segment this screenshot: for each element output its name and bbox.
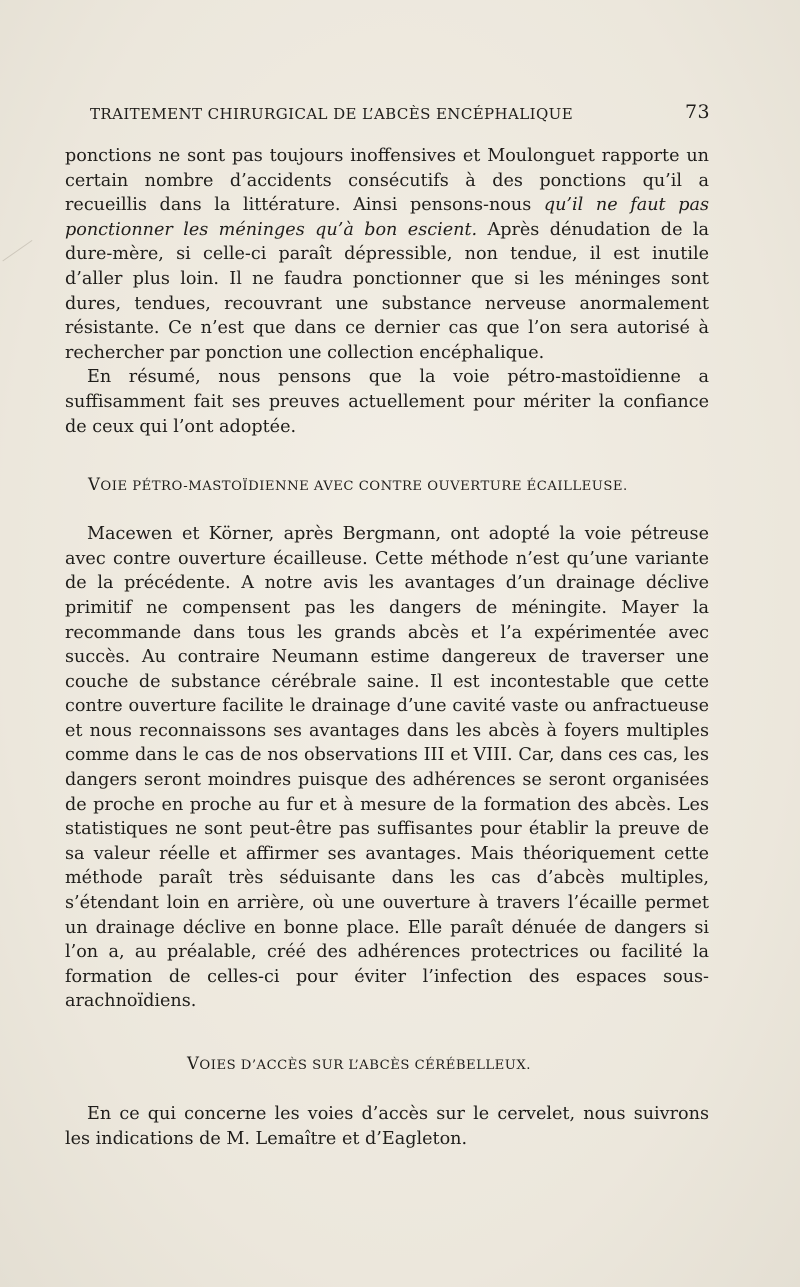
section-heading-cerebellar (65, 1054, 709, 1073)
running-header (90, 101, 710, 131)
emphasis-text: qu’il ne faut pas ponctionner les méninges qu’à bon escient. (65, 195, 709, 240)
running-title: TRAITEMENT CHIRURGICAL DE L’ABCÈS ENCÉPHALIQUE (90, 105, 574, 123)
heading-initial: V (88, 475, 101, 495)
heading-text: OIES D’ACCÈS SUR L’ABCÈS CÉRÉBELLEUX. (199, 1058, 531, 1073)
paragraph-text: ponctions ne sont pas toujours inoffensives et Moulonguet rapporte un certain nombre d’accidents consécutifs à des ponctions qu’il a recueillis dans la littérature. Ainsi pensons-nous (65, 146, 709, 216)
paper-mark (2, 240, 33, 263)
paragraph-cerebellum: En ce qui concerne les voies d’accès sur le cervelet, nous suivrons les indications de M. Lemaître et d’Eagleton. (65, 1104, 709, 1149)
page-body (65, 144, 709, 1151)
paragraph-macewen: Macewen et Körner, après Bergmann, ont adopté la voie pétreuse avec contre ouverture écailleuse. Cette méthode n’est qu’une variante de la précédente. A notre avis les avantages d’un drainage déclive primitif ne compensent pas les dangers de méningite. Mayer la recommande dans tous les grands abcès et l’a expérimentée avec succès. Au contraire Neumann estime dangereux de traverser une couche de substance cérébrale saine. Il est incontestable que cette contre ouverture facilite le drainage d’une cavité vaste ou anfractueuse et nous reconnaissons ses avantages dans les abcès à foyers multiples comme dans le cas de nos observations III et VIII. Car, dans ces cas, les dangers seront moindres puisque des adhérences se seront organisées de proche en proche au fur et à mesure de la formation des abcès. Les statistiques ne sont peut-être pas suffisantes pour établir la preuve de sa valeur réelle et affirmer ses avantages. Mais théoriquement cette méthode paraît très séduisante dans les cas d’abcès multiples, s’étendant loin en arrière, où une ouverture à travers l’écaille permet un drainage déclive en bonne place. Elle paraît dénuée de dangers si l’on a, au préalable, créé des adhérences protectrices ou facilité la formation de celles-ci pour éviter l’infection des espaces sous-arachnoïdiens. (65, 524, 709, 1012)
paragraph-punctures (65, 144, 709, 365)
page-number: 73 (685, 101, 710, 123)
heading-initial: V (187, 1054, 200, 1073)
paragraph-summary: En résumé, nous pensons que la voie pétro-mastoïdienne a suffisamment fait ses preuves actuellement pour mériter la confiance de ceux qui l’ont adoptée. (65, 367, 709, 437)
paragraph-text: Après dénudation de la dure-mère, si celle-ci paraît dépressible, non tendue, il est inutile d’aller plus loin. Il ne faudra ponctionner que si les méninges sont dures, tendues, recouvrant une substance nerveuse anormalement résistante. Ce n’est que dans ce dernier cas que l’on sera autorisé à rechercher par ponction une collection encéphalique. (65, 219, 709, 363)
section-heading-petro-mastoid (65, 475, 709, 494)
heading-text: OIE PÉTRO-MASTOÏDIENNE AVEC CONTRE OUVERTURE ÉCAILLEUSE. (100, 479, 628, 495)
